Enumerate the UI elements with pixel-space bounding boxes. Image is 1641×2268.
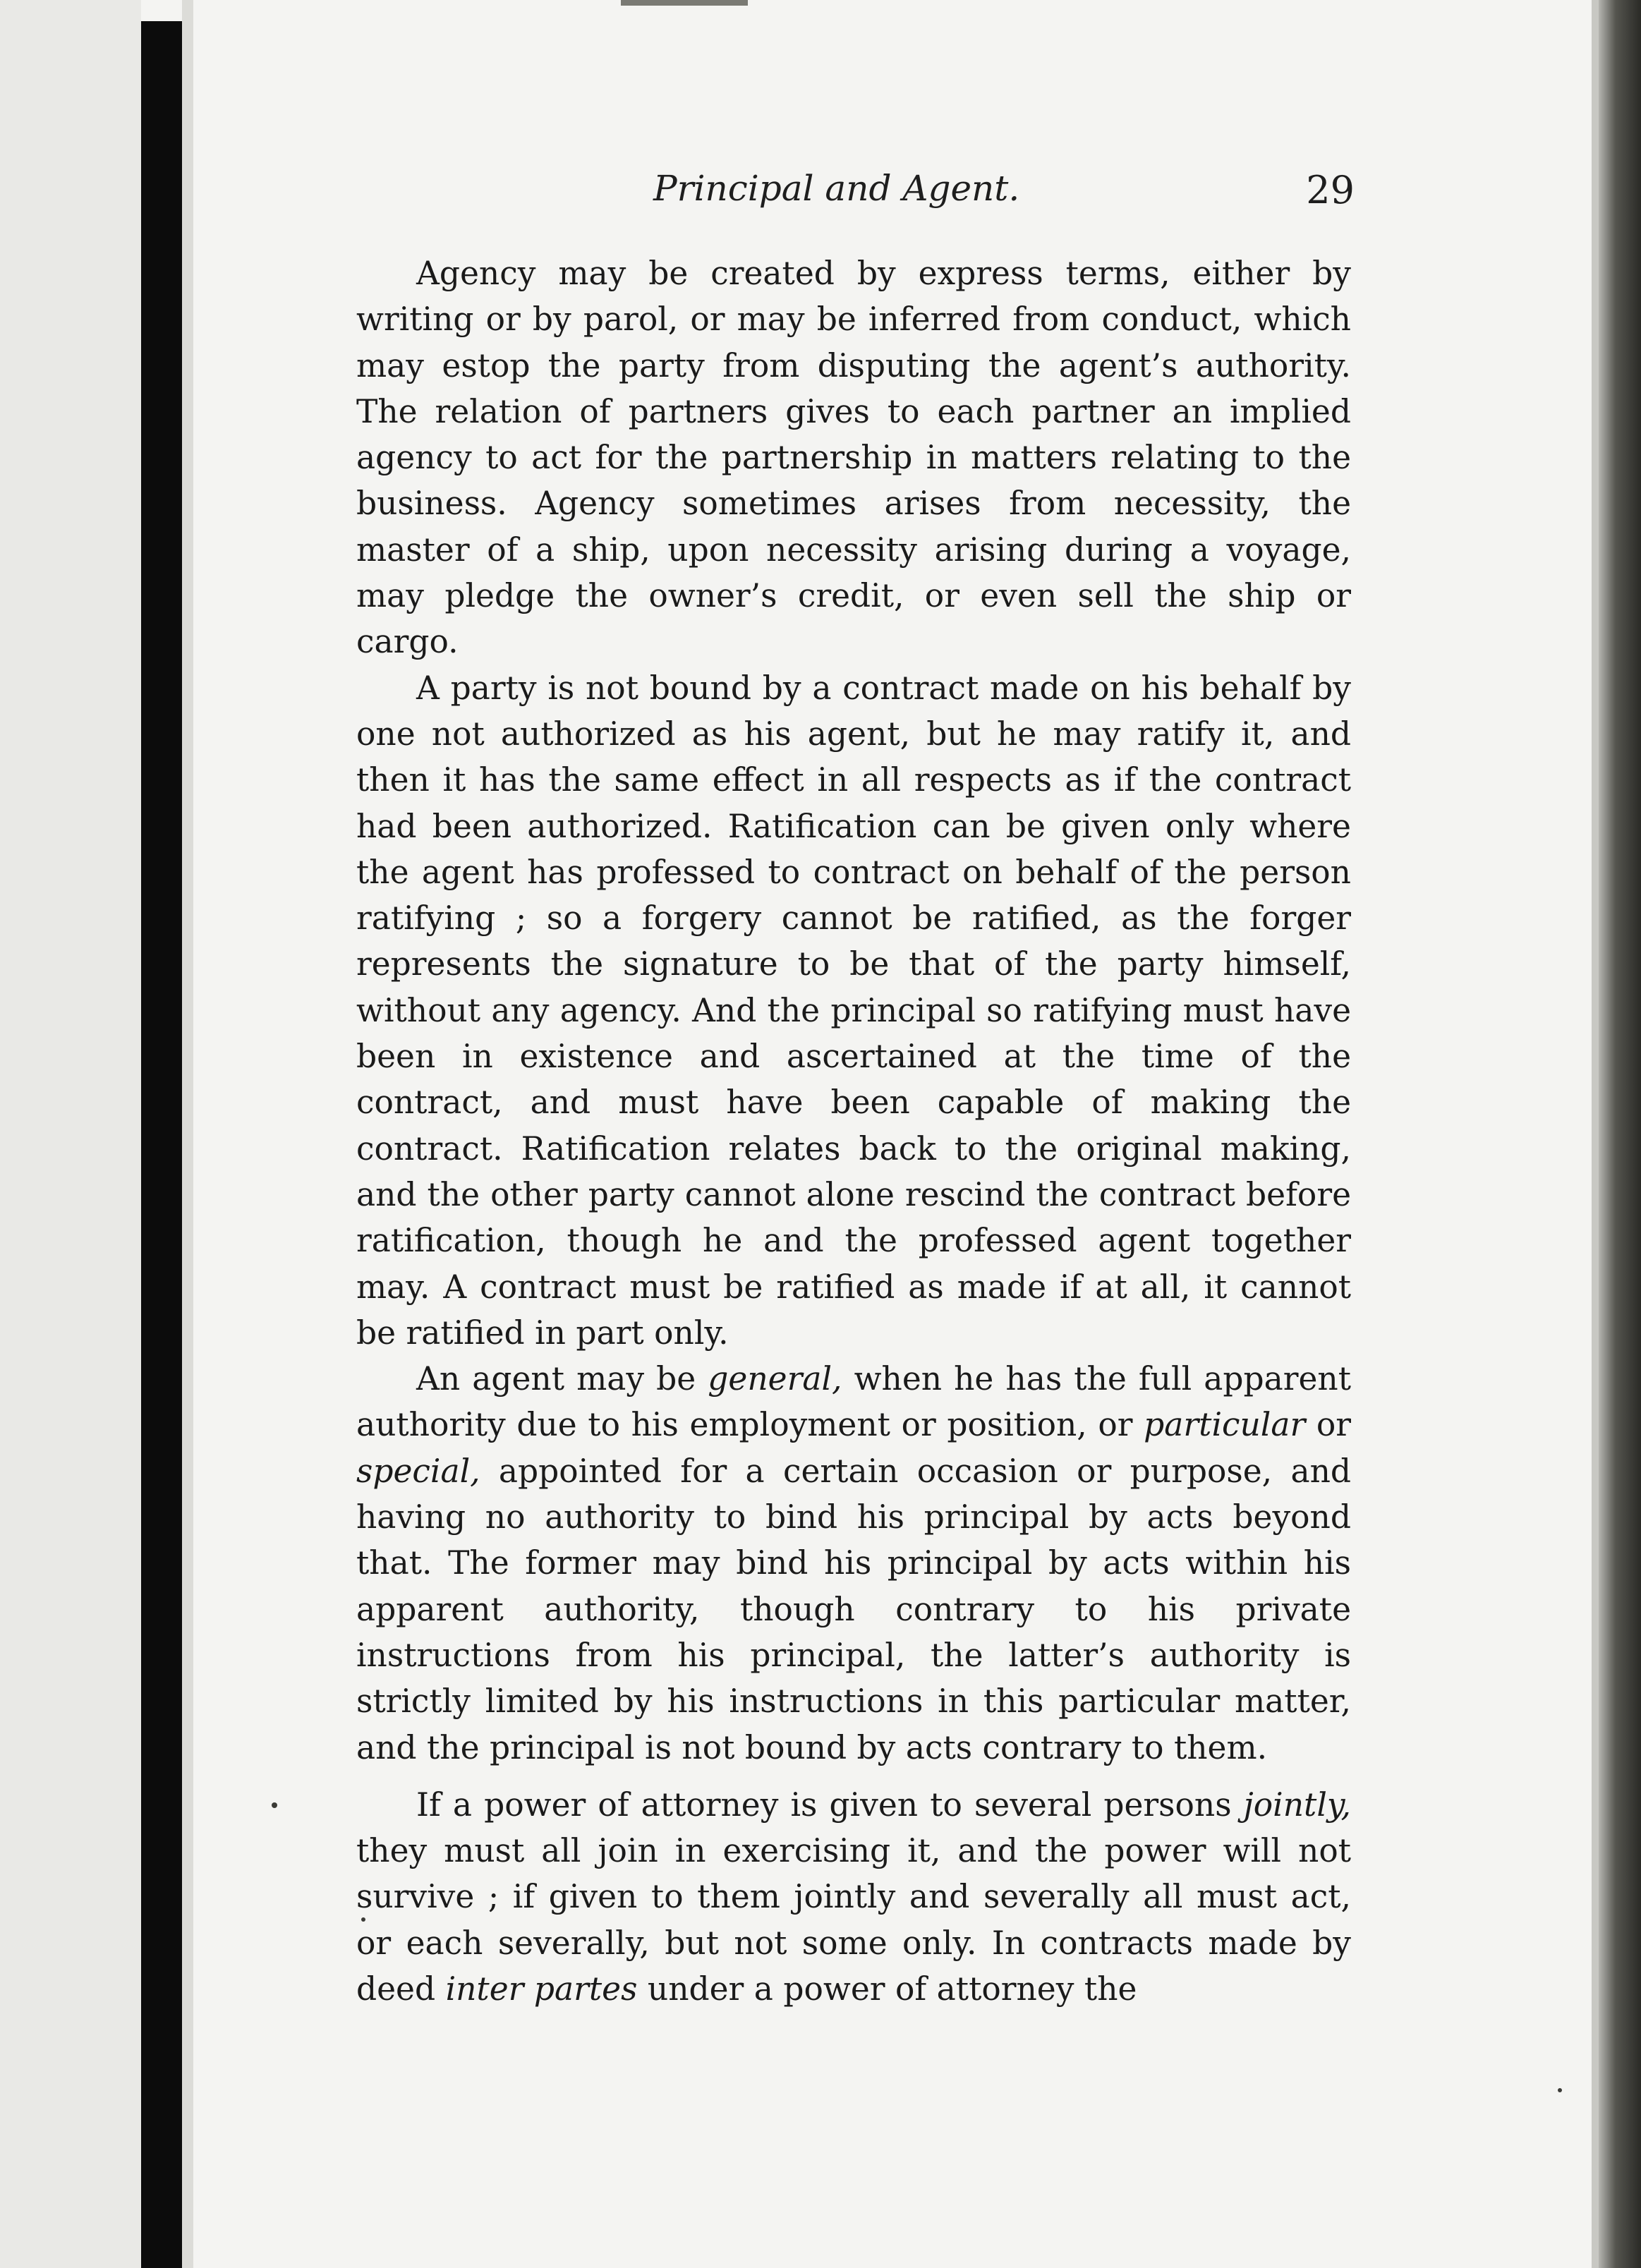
italic-term: general,	[708, 1360, 842, 1398]
text-run: An agent may be	[416, 1360, 708, 1398]
page-right-margin-line	[1592, 0, 1599, 2268]
page-number: 29	[1306, 168, 1355, 212]
text-run: A party is not bound by a contract made on his behalf by one not authorized as his agent, but he may ratify it, and then it has the same effect in all respects as if the contract had been authorized. Ratification can be given only where the agent has professed to contract on behalf of the person ratifying ; so a forgery cannot be ratified, as the forger represents the signature to be that of the party himself, without any agency. And the principal so ratifying must have been in existence and ascertained at the time of the contract, and must have been capable of making the contract. Ratification relates back to the original making, and the other party cannot alone rescind the contract before ratification, though he and the professed agent together may. A contract must be ratified as made if at all, it cannot be ratified in part only.	[356, 669, 1351, 1352]
scan-speck	[1558, 2088, 1562, 2092]
paragraph-creation-of-agency	[356, 250, 1351, 665]
italic-term: inter partes	[445, 1970, 638, 2008]
paragraph-power-of-attorney	[356, 1782, 1351, 2012]
scan-speck	[272, 1802, 277, 1808]
running-head: Principal and Agent.	[653, 168, 1020, 209]
page-header	[353, 168, 1355, 231]
page-gutter	[182, 0, 193, 2268]
paragraph-general-particular-agent	[356, 1356, 1351, 1771]
italic-term: special,	[356, 1452, 480, 1490]
text-run: Agency may be created by express terms, either by writing or by parol, or may be inferred from conduct, which may estop the party from disputing the agent’s authority. The relation of partners gives to each partner an implied agency to act for the partnership in matters relating to the business. Agency sometimes arises from necessity, the master of a ship, upon necessity arising during a voyage, may pledge the owner’s credit, or even sell the ship or cargo.	[356, 255, 1351, 661]
text-run: when he has the full apparent authority due to his employment or position, or	[356, 1360, 1351, 1444]
text-run: they must all join in exercising it, and the power will not survive ; if given to them jointly and severally all must act, or each severally, but not some only. In contracts made by deed	[356, 1832, 1351, 2008]
book-fore-edge	[1599, 0, 1641, 2268]
text-run: appointed for a certain occasion or purpose, and having no authority to bind his principal by acts beyond that. The former may bind his principal by acts within his apparent authority, though contrary to his private instructions from his principal, the latter’s authority is strictly limited by his instructions in this particular matter, and the principal is not bound by acts contrary to them.	[356, 1452, 1351, 1766]
text-run: or	[1305, 1406, 1351, 1444]
scan-smudge	[621, 0, 748, 6]
text-run: If a power of attorney is given to several persons	[416, 1785, 1244, 1824]
paragraph-ratification	[356, 665, 1351, 1356]
facing-page-margin	[0, 0, 141, 2268]
italic-term: particular	[1144, 1406, 1306, 1444]
body-text	[356, 250, 1351, 2012]
text-run: under a power of attorney the	[637, 1970, 1137, 2008]
book-binding-shadow	[141, 21, 182, 2268]
italic-term: jointly,	[1243, 1785, 1351, 1824]
